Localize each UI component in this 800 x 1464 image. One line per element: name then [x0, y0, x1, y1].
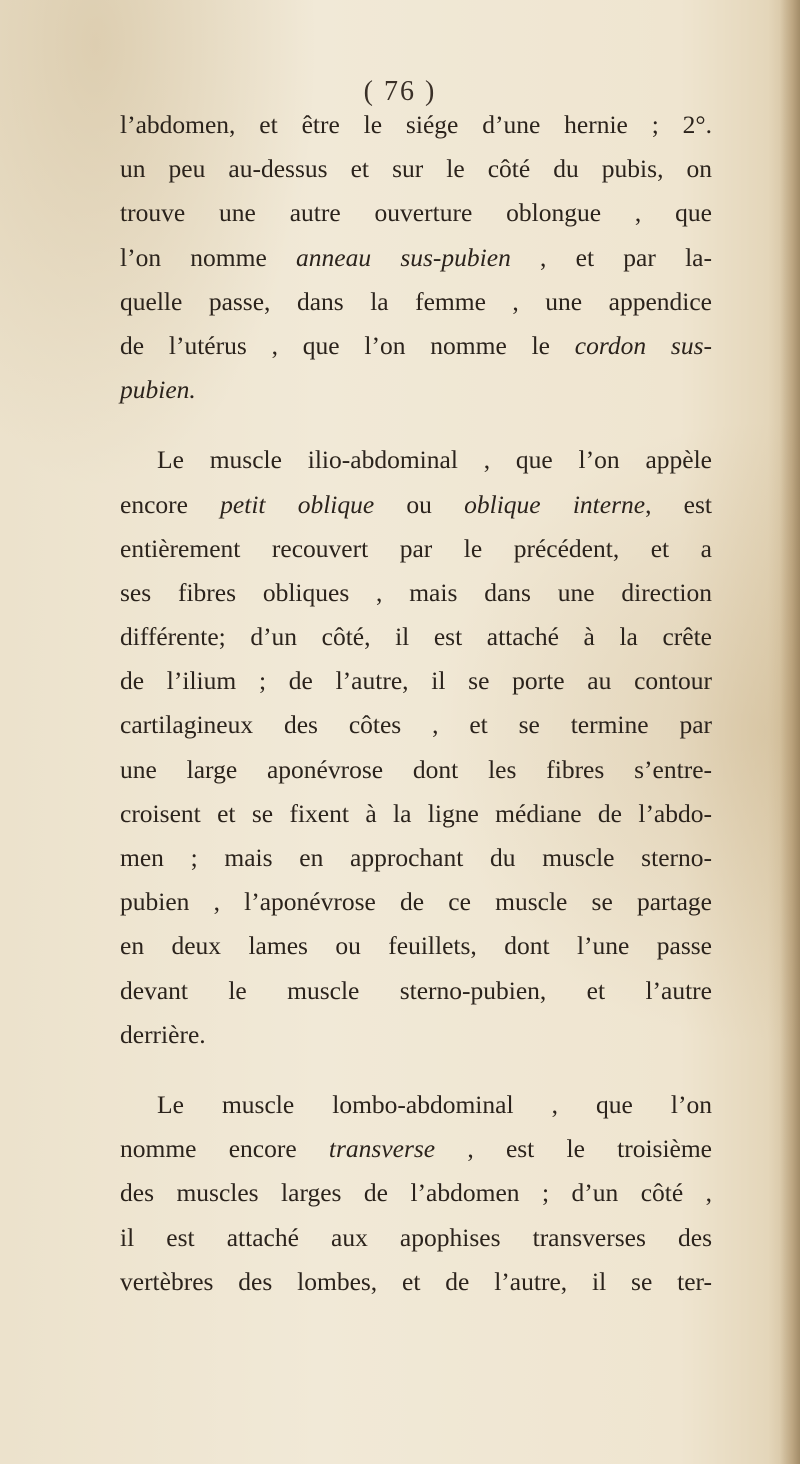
text-line: différente; d’un côté, il est attaché à la crête — [120, 622, 712, 652]
italic-term: transverse — [328, 1134, 436, 1164]
paragraph-gap — [120, 412, 712, 438]
text-line: ses fibres obliques , mais dans une direction — [120, 577, 712, 607]
text-line: pubien , l’aponévrose de ce muscle se partage — [120, 887, 712, 917]
text-line: l’on nomme anneau sus-pubien , et par la- — [120, 242, 712, 272]
text-line: l’abdomen, et être le siége d’une hernie ; 2°. — [120, 110, 712, 139]
text-line: encore petit oblique ou oblique interne, est — [120, 489, 712, 519]
italic-term: pubien. — [120, 375, 196, 405]
text-line: en deux lames ou feuillets, dont l’une passe — [120, 931, 712, 961]
italic-term: oblique interne — [464, 489, 646, 519]
italic-term: cordon sus- — [574, 330, 712, 360]
text-line: il est attaché aux apophises transverses des — [120, 1222, 712, 1252]
text-line: men ; mais en approchant du muscle sterno- — [120, 843, 712, 872]
text-line: des muscles larges de l’abdomen ; d’un côté , — [120, 1178, 712, 1208]
paragraph-gap — [120, 1057, 712, 1083]
page-edge-shadow — [780, 0, 800, 1464]
text-line: entièrement recouvert par le précédent, et a — [120, 533, 712, 563]
text-line: trouve une autre ouverture oblongue , que — [120, 198, 712, 228]
text-line: devant le muscle sterno-pubien, et l’autre — [120, 975, 712, 1005]
body-text — [120, 103, 712, 1304]
text-line: une large aponévrose dont les fibres s’entre- — [120, 754, 712, 784]
page-number: ( 76 ) — [363, 76, 437, 107]
italic-term: petit oblique — [220, 489, 375, 519]
text-line: Le muscle lombo-abdominal , que l’on — [157, 1089, 712, 1119]
text-line: croisent et se fixent à la ligne médiane de l’abdo- — [120, 798, 712, 828]
text-line — [120, 368, 712, 412]
text-line: derrière. — [120, 1019, 206, 1049]
text-line: vertèbres des lombes, et de l’autre, il se ter- — [120, 1266, 712, 1296]
text-line: quelle passe, dans la femme , une appendice — [120, 286, 712, 316]
text-line: de l’utérus , que l’on nomme le cordon sus- — [120, 330, 712, 360]
text-line: un peu au-dessus et sur le côté du pubis, on — [120, 154, 712, 184]
text-line: de l’ilium ; de l’autre, il se porte au contour — [120, 666, 712, 696]
text-line: cartilagineux des côtes , et se termine par — [120, 710, 712, 740]
italic-term: anneau sus-pubien — [296, 242, 511, 272]
text-line: nomme encore transverse , est le troisième — [120, 1134, 713, 1164]
text-line: Le muscle ilio-abdominal , que l’on appèle — [157, 445, 712, 475]
